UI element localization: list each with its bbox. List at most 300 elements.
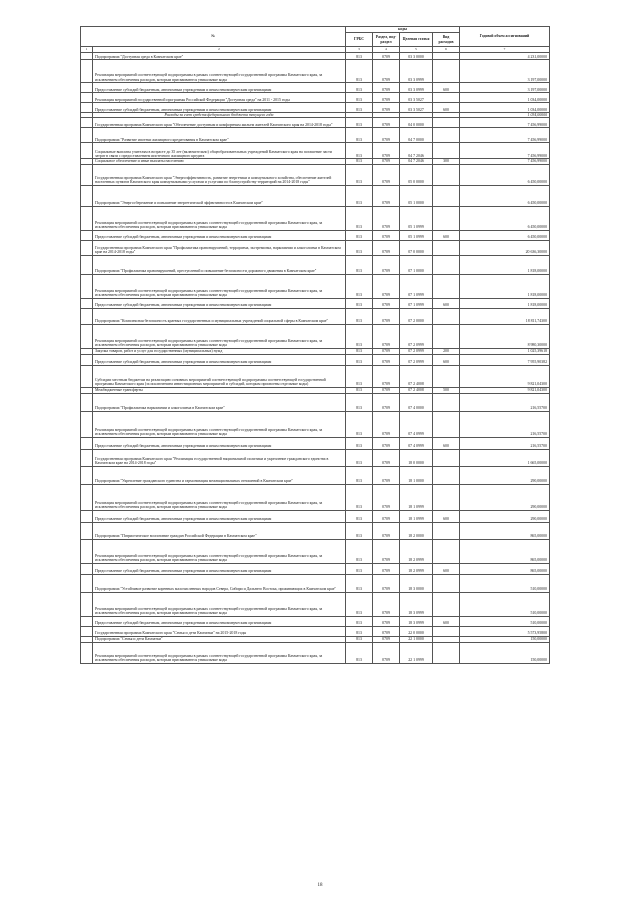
row-grbs-cell: 813 [346, 437, 373, 449]
index-cell: 4 [373, 47, 400, 53]
row-grbs-cell: 813 [346, 255, 373, 274]
index-cell: 3 [346, 47, 373, 53]
row-section-cell: 0709 [373, 298, 400, 308]
table-row [81, 626, 550, 636]
table-row [81, 118, 550, 128]
row-target-cell: 05 1 0999 [400, 230, 433, 240]
row-number-cell [81, 103, 93, 113]
row-grbs-cell: 813 [346, 298, 373, 308]
row-section-cell: 0709 [373, 83, 400, 93]
row-section-cell: 0709 [373, 274, 400, 298]
row-number-cell [81, 240, 93, 255]
row-grbs-cell: 813 [346, 103, 373, 113]
row-number-cell [81, 484, 93, 510]
row-number-cell [81, 574, 93, 592]
row-expense-type-cell [433, 206, 460, 230]
row-target-cell: 04 7 0000 [400, 128, 433, 143]
index-cell: 5 [400, 47, 433, 53]
row-amount-cell: 150,00000 [460, 642, 550, 663]
row-target-cell: 03 3 0999 [400, 83, 433, 93]
row-grbs-cell: 813 [346, 354, 373, 365]
row-grbs-cell: 813 [346, 230, 373, 240]
row-name-cell: Субсидии местным бюджетам на реализацию основных мероприятий соответствующей подпрограммы соответствующей государственной программы Камчатского края (за исключением инвестиционных мероприятий и субсидий, которым присвоены отдельные коды) [93, 365, 346, 387]
row-expense-type-cell [433, 642, 460, 663]
row-target-cell: 07 2 4008 [400, 365, 433, 387]
table-body [81, 53, 550, 664]
row-expense-type-cell [433, 592, 460, 616]
row-grbs-cell: 813 [346, 308, 373, 324]
row-section-cell: 0709 [373, 616, 400, 626]
row-grbs-cell: 813 [346, 185, 373, 206]
row-name-cell: Предоставление субсидий бюджетным, автономным учреждениям и иным некоммерческим организациям [93, 103, 346, 113]
row-target-cell: 03 3 5027 [400, 93, 433, 103]
row-amount-cell: 4 231,00000 [460, 53, 550, 60]
row-expense-type-cell [433, 574, 460, 592]
row-expense-type-cell [433, 185, 460, 206]
row-expense-type-cell [433, 449, 460, 466]
row-number-cell [81, 563, 93, 574]
row-section-cell: 0709 [373, 484, 400, 510]
row-section-cell: 0709 [373, 240, 400, 255]
row-section-cell: 0709 [373, 626, 400, 636]
row-name-cell: Подпрограмма "Семья и дети Камчатки" [93, 636, 346, 642]
row-name-cell: Закупка товаров, работ и услуг для государственных (муниципальных) нужд [93, 348, 346, 354]
row-grbs-cell: 813 [346, 206, 373, 230]
row-expense-type-cell [433, 240, 460, 255]
row-amount-cell: 3 197,00000 [460, 60, 550, 83]
row-section-cell: 0709 [373, 636, 400, 642]
row-target-cell: 04 7 2046 [400, 159, 433, 164]
table-row [81, 274, 550, 298]
row-grbs-cell: 813 [346, 574, 373, 592]
row-number-cell [81, 206, 93, 230]
row-number-cell [81, 128, 93, 143]
row-section-cell: 0709 [373, 159, 400, 164]
row-expense-type-cell [433, 522, 460, 539]
page-number: 18 [317, 883, 323, 888]
row-amount-cell: 6 450,00000 [460, 206, 550, 230]
row-grbs-cell: 813 [346, 393, 373, 411]
table-row [81, 240, 550, 255]
row-grbs-cell: 813 [346, 324, 373, 348]
row-section-cell: 0709 [373, 255, 400, 274]
row-name-cell: Реализация мероприятий соответствующей подпрограммы в рамках соответствующей государственной программы Камчатского края, за исключением обеспечения расходов, которым присваиваются уникальные коды [93, 484, 346, 510]
row-section-cell: 0709 [373, 539, 400, 563]
row-grbs-cell: 813 [346, 539, 373, 563]
row-section-cell: 0709 [373, 230, 400, 240]
row-target-cell: 07 2 0000 [400, 308, 433, 324]
row-amount-cell: 290,00000 [460, 484, 550, 510]
row-number-cell [81, 510, 93, 522]
row-grbs-cell: 813 [346, 411, 373, 437]
row-grbs-cell: 813 [346, 118, 373, 128]
row-name-cell: Предоставление субсидий бюджетным, автономным учреждениям и иным некоммерческим организациям [93, 510, 346, 522]
row-amount-cell: 6 450,00000 [460, 185, 550, 206]
row-amount-cell: 290,00000 [460, 510, 550, 522]
row-amount-cell: 7 456,99000 [460, 128, 550, 143]
row-number-cell [81, 642, 93, 663]
row-section-cell: 0709 [373, 365, 400, 387]
table-row [81, 563, 550, 574]
row-expense-type-cell: 600 [433, 616, 460, 626]
row-section-cell: 0709 [373, 466, 400, 484]
row-target-cell: 07 0 0000 [400, 240, 433, 255]
index-cell: 6 [433, 47, 460, 53]
row-target-cell: 03 3 0000 [400, 53, 433, 60]
row-amount-cell: 865,00000 [460, 539, 550, 563]
row-name-cell: Подпрограмма "Энергосбережение и повышение энергетической эффективности в Камчатском крае" [93, 185, 346, 206]
row-grbs-cell: 813 [346, 93, 373, 103]
row-name-cell: Межбюджетные трансферты [93, 387, 346, 393]
row-expense-type-cell [433, 93, 460, 103]
row-name-cell: Государственная программа Камчатского края "Профилактика правонарушений, терроризма, экстремизма, наркомании и алкоголизма в Камчатском крае на 2014-2018 годы" [93, 240, 346, 255]
row-expense-type-cell: 600 [433, 437, 460, 449]
row-number-cell [81, 93, 93, 103]
row-amount-cell: 1 025,39618 [460, 348, 550, 354]
row-amount-cell: 1 818,00000 [460, 255, 550, 274]
row-grbs-cell: 813 [346, 128, 373, 143]
row-target-cell: 05 0 0000 [400, 164, 433, 185]
row-grbs-cell: 813 [346, 636, 373, 642]
row-number-cell [81, 626, 93, 636]
row-expense-type-cell [433, 411, 460, 437]
row-target-cell: 03 3 5027 [400, 103, 433, 113]
row-target-cell: 18 3 0000 [400, 574, 433, 592]
table-row [81, 393, 550, 411]
row-number-cell [81, 522, 93, 539]
row-section-cell: 0709 [373, 103, 400, 113]
row-expense-type-cell: 300 [433, 159, 460, 164]
row-grbs-cell: 813 [346, 365, 373, 387]
row-amount-cell: 510,00000 [460, 592, 550, 616]
table-row [81, 93, 550, 103]
row-expense-type-cell [433, 255, 460, 274]
row-number-cell [81, 164, 93, 185]
table-row [81, 60, 550, 83]
row-target-cell: 07 2 0999 [400, 354, 433, 365]
row-grbs-cell: 813 [346, 387, 373, 393]
row-target-cell: 05 1 0000 [400, 185, 433, 206]
row-section-cell: 0709 [373, 185, 400, 206]
row-name-cell: Подпрограмма "Развитие ипотеки жилищного кредитования в Камчатском крае" [93, 128, 346, 143]
row-name-cell: Реализация мероприятий соответствующей подпрограммы в рамках соответствующей государственной программы Камчатского края, за исключением обеспечения расходов, которым присваиваются уникальные коды [93, 206, 346, 230]
row-number-cell [81, 143, 93, 159]
row-amount-cell: 9 821,04300 [460, 365, 550, 387]
header-codes: коды [346, 27, 460, 33]
budget-table [80, 26, 550, 664]
row-number-cell [81, 83, 93, 93]
row-amount-cell: 7 456,99000 [460, 143, 550, 159]
row-amount-cell: 20 636,30000 [460, 240, 550, 255]
row-number-cell [81, 449, 93, 466]
table-row [81, 185, 550, 206]
row-target-cell: 04 0 0000 [400, 118, 433, 128]
row-name-cell: Предоставление субсидий бюджетным, автономным учреждениям и иным некоммерческим организациям [93, 230, 346, 240]
row-expense-type-cell: 600 [433, 298, 460, 308]
index-cell: 1 [81, 47, 93, 53]
row-number-cell [81, 616, 93, 626]
row-section-cell: 0709 [373, 437, 400, 449]
row-amount-cell: 510,00000 [460, 574, 550, 592]
row-number-cell [81, 437, 93, 449]
row-section-cell: 0709 [373, 348, 400, 354]
table-row [81, 354, 550, 365]
row-amount-cell: 150,00000 [460, 636, 550, 642]
row-section-cell: 0709 [373, 118, 400, 128]
row-section-cell: 0709 [373, 387, 400, 393]
row-expense-type-cell [433, 539, 460, 563]
row-expense-type-cell: 200 [433, 348, 460, 354]
row-amount-cell: 865,00000 [460, 522, 550, 539]
header-number: № [81, 27, 346, 47]
table-row [81, 592, 550, 616]
row-name-cell: Предоставление субсидий бюджетным, автономным учреждениям и иным некоммерческим организациям [93, 298, 346, 308]
row-amount-cell: 9 821,04300 [460, 387, 550, 393]
row-amount-cell: 7 456,99000 [460, 118, 550, 128]
row-amount-cell: 6 450,00000 [460, 230, 550, 240]
table-row [81, 510, 550, 522]
row-target-cell: 07 2 4008 [400, 387, 433, 393]
row-section-cell: 0709 [373, 642, 400, 663]
row-name-cell: Социальное обеспечение и иные выплаты населению [93, 159, 346, 164]
row-grbs-cell: 813 [346, 274, 373, 298]
index-cell: 7 [460, 47, 550, 53]
row-number-cell [81, 354, 93, 365]
row-grbs-cell: 813 [346, 484, 373, 510]
row-number-cell [81, 185, 93, 206]
row-grbs-cell: 813 [346, 240, 373, 255]
row-section-cell: 0709 [373, 53, 400, 60]
row-number-cell [81, 393, 93, 411]
row-number-cell [81, 466, 93, 484]
row-name-cell: Предоставление субсидий бюджетным, автономным учреждениям и иным некоммерческим организациям [93, 83, 346, 93]
row-grbs-cell: 813 [346, 616, 373, 626]
table-row [81, 437, 550, 449]
header-expense-type: Вид расходов [433, 33, 460, 47]
row-amount-cell: 1 034,00000 [460, 93, 550, 103]
row-section-cell: 0709 [373, 522, 400, 539]
row-section-cell: 0709 [373, 393, 400, 411]
row-grbs-cell: 813 [346, 60, 373, 83]
row-expense-type-cell [433, 365, 460, 387]
row-name-cell: Государственная программа Камчатского края "Семья и дети Камчатки" на 2015-2018 годы [93, 626, 346, 636]
table-row [81, 466, 550, 484]
row-section-cell: 0709 [373, 449, 400, 466]
table-row [81, 255, 550, 274]
row-name-cell: Реализация мероприятий соответствующей подпрограммы в рамках соответствующей государственной программы Камчатского края, за исключением обеспечения расходов, которым присваиваются уникальные коды [93, 539, 346, 563]
row-amount-cell: 865,00000 [460, 563, 550, 574]
row-amount-cell: 3 197,00000 [460, 83, 550, 93]
row-number-cell [81, 53, 93, 60]
row-expense-type-cell [433, 324, 460, 348]
row-amount-cell: 290,00000 [460, 466, 550, 484]
row-section-cell: 0709 [373, 206, 400, 230]
row-target-cell: 22 1 0000 [400, 636, 433, 642]
header-section: Раздел, под-раздел [373, 33, 400, 47]
header-target: Целевая статья [400, 33, 433, 47]
row-grbs-cell: 813 [346, 143, 373, 159]
row-expense-type-cell [433, 484, 460, 510]
table-row [81, 522, 550, 539]
row-name-cell: Подпрограмма "Профилактика правонарушений, преступлений и повышение безопасности дорожного движения в Камчатском крае" [93, 255, 346, 274]
row-expense-type-cell [433, 60, 460, 83]
header-annual: Годовой объем ассигнований [460, 27, 550, 47]
row-expense-type-cell [433, 118, 460, 128]
row-name-cell: Предоставление субсидий бюджетным, автономным учреждениям и иным некоммерческим организациям [93, 616, 346, 626]
row-name-cell: Реализация мероприятий соответствующей подпрограммы в рамках соответствующей государственной программы Камчатского края, за исключением обеспечения расходов, которым присваиваются уникальные коды [93, 411, 346, 437]
table-row [81, 365, 550, 387]
row-section-cell: 0709 [373, 93, 400, 103]
row-target-cell: 18 1 0999 [400, 484, 433, 510]
row-grbs-cell: 813 [346, 466, 373, 484]
row-number-cell [81, 539, 93, 563]
row-name-cell: Государственная программа Камчатского края "Энергоэффективность, развитие энергетики и коммунального хозяйства, обеспечение жителей населенных пунктов Камчатского края коммунальными услугами и услугами по благоустройству территорий на 2014-2018 годы" [93, 164, 346, 185]
row-name-cell: Предоставление субсидий бюджетным, автономным учреждениям и иным некоммерческим организациям [93, 354, 346, 365]
row-name-cell: Реализация мероприятий государственной программы Российской Федерации "Доступная среда" на 2011 - 2015 годы [93, 93, 346, 103]
row-name-cell: Реализация мероприятий соответствующей подпрограммы в рамках соответствующей государственной программы Камчатского края, за исключением обеспечения расходов, которым присваиваются уникальные коды [93, 274, 346, 298]
row-target-cell: 18 2 0000 [400, 522, 433, 539]
table-row [81, 539, 550, 563]
row-amount-cell: 216,55700 [460, 437, 550, 449]
row-grbs-cell: 813 [346, 592, 373, 616]
row-section-cell: 0709 [373, 574, 400, 592]
row-amount-cell: 1 034,00000 [460, 113, 550, 118]
row-name-cell: Предоставление субсидий бюджетным, автономным учреждениям и иным некоммерческим организациям [93, 563, 346, 574]
row-number-cell [81, 274, 93, 298]
row-section-cell: 0709 [373, 411, 400, 437]
table-row [81, 574, 550, 592]
row-name-cell: Подпрограмма "Профилактика наркомании и алкоголизма в Камчатском крае" [93, 393, 346, 411]
row-target-cell: 18 1 0999 [400, 510, 433, 522]
row-target-cell: 07 2 0999 [400, 324, 433, 348]
row-expense-type-cell [433, 53, 460, 60]
row-grbs-cell: 813 [346, 53, 373, 60]
table-row [81, 206, 550, 230]
row-target-cell: 18 1 0000 [400, 466, 433, 484]
row-target-cell: 18 3 0999 [400, 616, 433, 626]
row-expense-type-cell [433, 274, 460, 298]
row-target-cell: 07 1 0999 [400, 298, 433, 308]
table-header [81, 27, 550, 53]
row-target-cell: 07 2 0999 [400, 348, 433, 354]
table-row [81, 143, 550, 159]
row-target-cell: 07 4 0000 [400, 393, 433, 411]
row-name-cell: Реализация мероприятий соответствующей подпрограммы в рамках соответствующей государственной программы Камчатского края, за исключением обеспечения расходов, которым присваиваются уникальные коды [93, 60, 346, 83]
row-section-cell: 0709 [373, 592, 400, 616]
table-row [81, 298, 550, 308]
row-amount-cell: 6 450,00000 [460, 164, 550, 185]
row-amount-cell: 1 665,00000 [460, 449, 550, 466]
row-grbs-cell: 813 [346, 510, 373, 522]
row-expense-type-cell [433, 626, 460, 636]
row-target-cell: 05 1 0999 [400, 206, 433, 230]
row-grbs-cell: 813 [346, 164, 373, 185]
row-amount-cell: 5 573,95800 [460, 626, 550, 636]
row-section-cell: 0709 [373, 563, 400, 574]
row-number-cell [81, 118, 93, 128]
row-grbs-cell: 813 [346, 159, 373, 164]
row-grbs-cell: 813 [346, 563, 373, 574]
table-row [81, 616, 550, 626]
table-row [81, 449, 550, 466]
row-name-cell: Подпрограмма "Комплексная безопасность краевых государственных и муниципальных учреждений социальной сферы в Камчатском крае" [93, 308, 346, 324]
row-grbs-cell: 813 [346, 626, 373, 636]
row-grbs-cell: 813 [346, 642, 373, 663]
row-expense-type-cell: 600 [433, 563, 460, 574]
row-grbs-cell: 813 [346, 522, 373, 539]
table-row [81, 324, 550, 348]
row-target-cell: 18 2 0999 [400, 563, 433, 574]
row-expense-type-cell: 500 [433, 387, 460, 393]
row-target-cell: 18 0 0000 [400, 449, 433, 466]
row-number-cell [81, 411, 93, 437]
row-section-cell: 0709 [373, 510, 400, 522]
row-section-cell: 0709 [373, 354, 400, 365]
row-amount-cell: 1 034,00000 [460, 103, 550, 113]
row-section-cell: 0709 [373, 143, 400, 159]
row-name-cell: Реализация мероприятий соответствующей подпрограммы в рамках соответствующей государственной программы Камчатского края, за исключением обеспечения расходов, которым присваиваются уникальные коды [93, 642, 346, 663]
row-expense-type-cell: 600 [433, 510, 460, 522]
row-name-cell: Подпрограмма "Патриотическое воспитание граждан Российской Федерации в Камчатском крае" [93, 522, 346, 539]
row-expense-type-cell [433, 164, 460, 185]
table-row [81, 164, 550, 185]
row-target-cell: 07 4 0999 [400, 411, 433, 437]
index-cell: 2 [93, 47, 346, 53]
row-expense-type-cell [433, 128, 460, 143]
table-row [81, 53, 550, 60]
row-section-cell: 0709 [373, 128, 400, 143]
row-target-cell: 18 3 0999 [400, 592, 433, 616]
row-amount-cell: 8 980,30000 [460, 324, 550, 348]
table-row [81, 642, 550, 663]
row-amount-cell: 216,55700 [460, 411, 550, 437]
row-expense-type-cell [433, 393, 460, 411]
row-amount-cell: 1 818,00000 [460, 298, 550, 308]
row-target-cell: 18 2 0999 [400, 539, 433, 563]
row-grbs-cell: 813 [346, 83, 373, 93]
table-row [81, 484, 550, 510]
row-name-cell: Предоставление субсидий бюджетным, автономным учреждениям и иным некоммерческим организациям [93, 437, 346, 449]
row-amount-cell: 7 456,99000 [460, 159, 550, 164]
row-name-cell: Расходы за счет средств федерального бюджета текущего года [93, 113, 346, 118]
row-name-cell: Государственная программа Камчатского края "Обеспечение доступным и комфортным жильем жителей Камчатского края на 2014-2018 годы" [93, 118, 346, 128]
row-name-cell: Социальные выплаты учителям в возрасте до 35 лет (включительно) общеобразовательных учреждений Камчатского края на погашение части затрат в связи с предоставлением ипотечного жилищного кредита [93, 143, 346, 159]
row-name-cell: Подпрограмма "Укрепление гражданского единства и гармонизация межнациональных отношений в Камчатском крае" [93, 466, 346, 484]
row-name-cell: Подпрограмма "Доступная среда в Камчатском крае" [93, 53, 346, 60]
row-number-cell [81, 308, 93, 324]
row-amount-cell: 216,55700 [460, 393, 550, 411]
table-row [81, 83, 550, 93]
row-number-cell [81, 592, 93, 616]
row-number-cell [81, 298, 93, 308]
row-target-cell: 22 0 0000 [400, 626, 433, 636]
row-target-cell: 07 1 0000 [400, 255, 433, 274]
table-row [81, 411, 550, 437]
row-target-cell: 07 1 0999 [400, 274, 433, 298]
row-expense-type-cell [433, 308, 460, 324]
table-row [81, 128, 550, 143]
row-number-cell [81, 60, 93, 83]
row-expense-type-cell: 600 [433, 83, 460, 93]
row-expense-type-cell [433, 143, 460, 159]
header-grbs: ГРБС [346, 33, 373, 47]
row-expense-type-cell: 600 [433, 354, 460, 365]
row-section-cell: 0709 [373, 308, 400, 324]
row-number-cell [81, 255, 93, 274]
table-row [81, 230, 550, 240]
row-target-cell: 04 7 2046 [400, 143, 433, 159]
row-amount-cell: 1 818,00000 [460, 274, 550, 298]
